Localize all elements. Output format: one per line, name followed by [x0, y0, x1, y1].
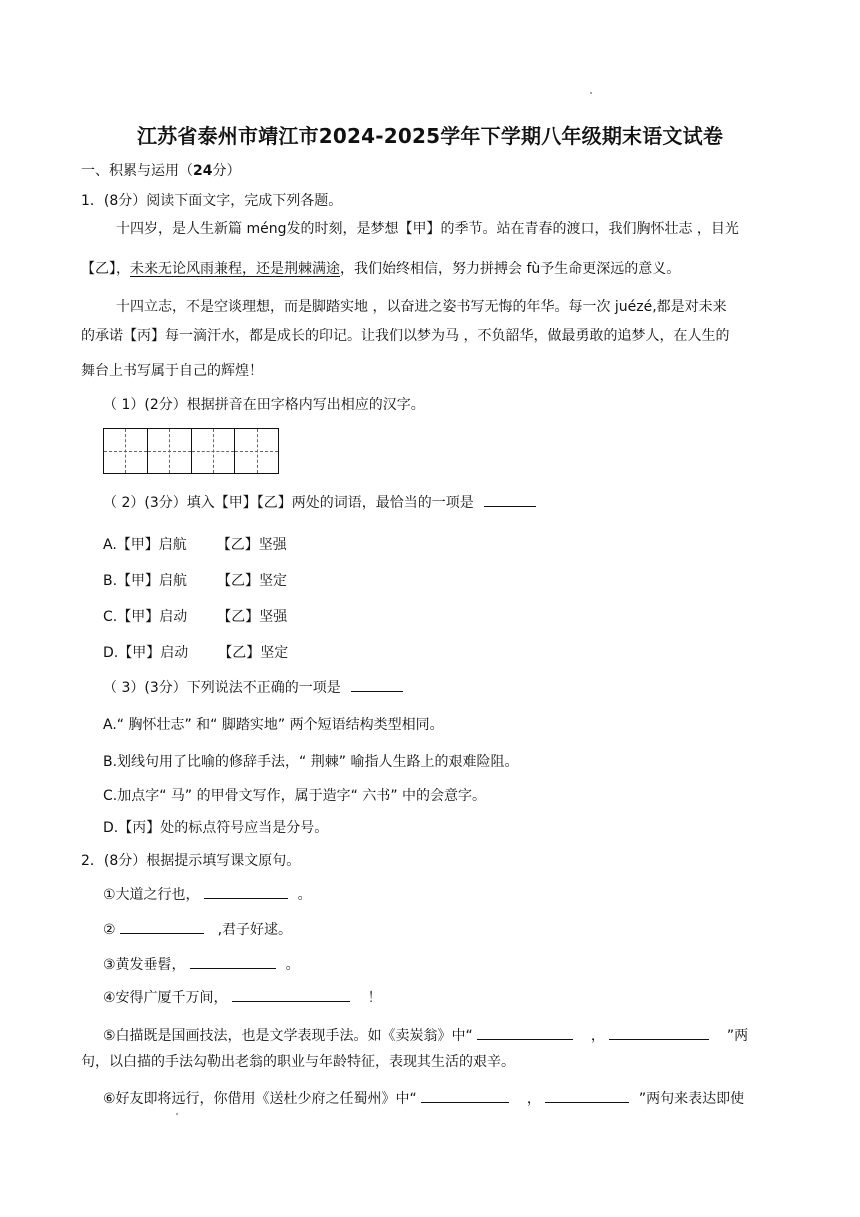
tianzige-cell[interactable] [235, 429, 278, 473]
q1-sub1: （ 1）(2分）根据拼音在田字格内写出相应的汉字。 [103, 397, 425, 413]
section-heading: 一、积累与运用（24分） [81, 163, 241, 179]
q2-item-continued: 句，以白描的手法勾勒出老翁的职业与年龄特征，表现其生活的艰辛。 [81, 1054, 515, 1070]
q2-item: ④安得广厦千万间， ！ [103, 987, 382, 1008]
q1-passage-line: 十四岁，是人生新篇 méng发的时刻，是梦想【甲】的季节。站在青春的渡口，我们胸怀壮志 ，目光 [116, 221, 739, 237]
tianzige-cell[interactable] [148, 429, 192, 473]
q2-stem: 2．(8分）根据提示填写课文原句。 [81, 853, 301, 869]
answer-blank[interactable] [484, 492, 536, 507]
answer-blank[interactable] [120, 919, 204, 934]
q1-sub3: （ 3）(3分）下列说法不正确的一项是 [103, 677, 407, 698]
sub2-option: C.【甲】启动 【乙】坚强 [103, 609, 288, 625]
q1-passage-line: 的承诺【丙】每一滴汗水，都是成长的印记。让我们以梦为马 ，不负韶华，做最勇敢的追梦人，在人生的 [81, 328, 730, 344]
page-title: 江苏省泰州市靖江市2024-2025学年下学期八年级期末语文试卷 [136, 124, 724, 148]
q2-item: ② ,君子好逑。 [103, 919, 292, 940]
underlined-sentence: 未来无论风雨兼程，还是荆棘满途 [130, 261, 340, 277]
q2-item: ③黄发垂髫， 。 [103, 954, 300, 975]
sub3-option: A.“ 胸怀壮志” 和“ 脚踏实地” 两个短语结构类型相同。 [103, 717, 444, 733]
answer-blank[interactable] [477, 1025, 573, 1040]
answer-blank[interactable] [545, 1088, 629, 1103]
answer-blank[interactable] [351, 677, 403, 692]
scan-speck [176, 1113, 178, 1115]
sub3-option: B.划线句用了比喻的修辞手法，“ 荆棘” 喻指人生路上的艰难险阻。 [103, 754, 519, 770]
q1-passage-line: 舞台上书写属于自己的辉煌！ [81, 363, 263, 379]
q2-item: ⑥好友即将远行，你借用《送杜少府之任蜀州》中“ ， ”两句来表达即使 [103, 1088, 744, 1109]
sub2-option: D.【甲】启动 【乙】坚定 [103, 645, 289, 661]
answer-blank[interactable] [609, 1025, 709, 1040]
q1-passage-line: 【乙】，未来无论风雨兼程，还是荆棘满途，我们始终相信，努力拼搏会 fù予生命更深远的意义。 [81, 261, 681, 277]
tianzige-cell[interactable] [192, 429, 236, 473]
q1-stem: 1．(8分）阅读下面文字，完成下列各题。 [81, 193, 343, 209]
q1-passage-line: 十四立志，不是空谈理想，而是脚踏实地 ，以奋进之姿书写无悔的年华。每一次 juézé,都是对未来 [116, 299, 727, 315]
answer-blank[interactable] [190, 954, 276, 969]
sub3-option: D.【丙】处的标点符号应当是分号。 [103, 820, 329, 836]
sub3-option: C.加点字“ 马” 的甲骨文写作，属于造字“ 六书” 中的会意字。 [103, 788, 487, 804]
answer-blank[interactable] [204, 884, 288, 899]
answer-blank[interactable] [232, 987, 350, 1002]
q1-sub2: （ 2）(3分）填入【甲】【乙】两处的词语，最恰当的一项是 [103, 492, 540, 513]
q2-item: ⑤白描既是国画技法，也是文学表现手法。如《卖炭翁》中“ ， ”两 [103, 1025, 748, 1046]
scan-speck [590, 92, 592, 94]
tianzige-grid[interactable] [103, 428, 279, 474]
answer-blank[interactable] [421, 1088, 509, 1103]
q2-item: ①大道之行也， 。 [103, 884, 312, 905]
sub2-option: B.【甲】启航 【乙】坚定 [103, 573, 288, 589]
sub2-option: A.【甲】启航 【乙】坚强 [103, 537, 287, 553]
tianzige-cell[interactable] [104, 429, 148, 473]
